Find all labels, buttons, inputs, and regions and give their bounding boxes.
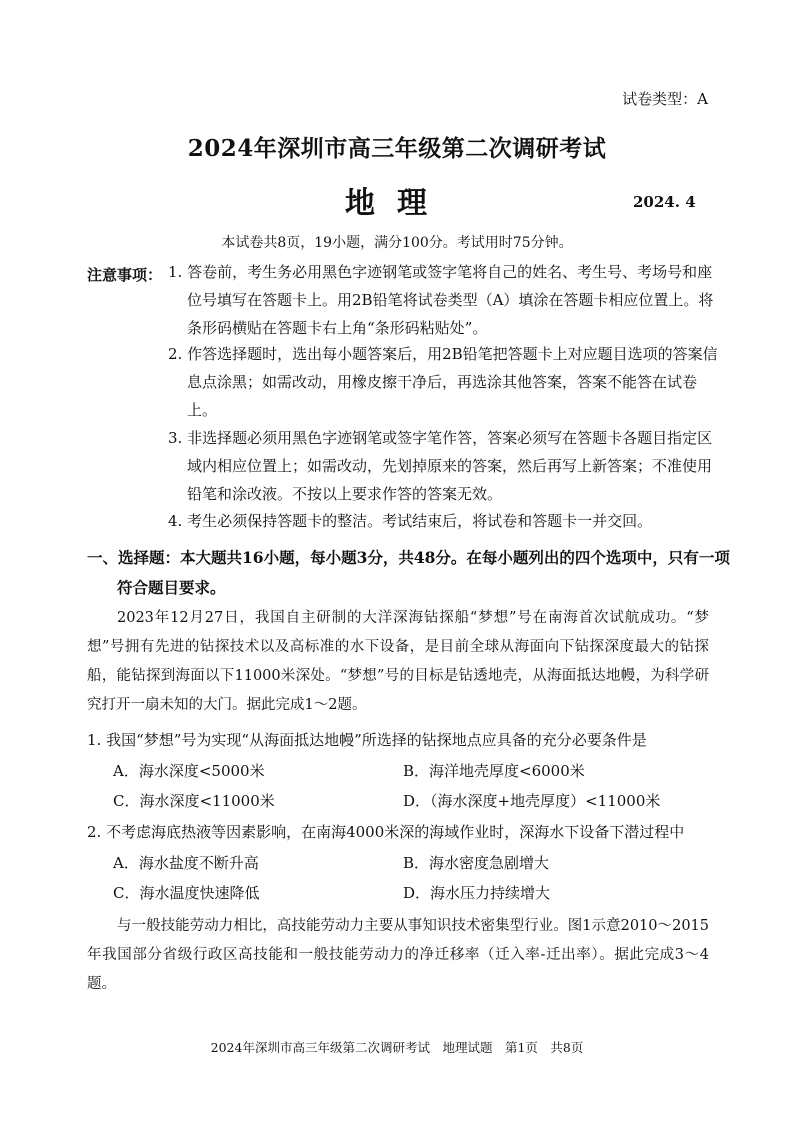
exam-title: 2024年深圳市高三年级第二次调研考试 xyxy=(187,135,607,162)
question-2-stem: 2. 不考虑海底热液等因素影响，在南海4000米深的海域作业时，深海水下设备下潜过程中 xyxy=(87,823,685,841)
notes-label: 注意事项： xyxy=(87,266,163,284)
question-2-option-b[interactable]: B．海水密度急剧增大 xyxy=(403,854,550,872)
note-item: 4. 考生必须保持答题卡的整洁。考试结束后，将试卷和答题卡一并交回。 xyxy=(168,512,653,530)
exam-intro: 本试卷共8页，19小题，满分100分。考试用时75分钟。 xyxy=(221,235,573,251)
note-item: 3. 非选择题必须用黑色字迹钢笔或签字笔作答，答案必须写在答题卡各题目指定区域内相应位置上；如需改动，先划掉原来的答案，然后再写上新答案；不准使用铅笔和涂改液。不按以上要求作答的答案无效。 xyxy=(168,429,713,503)
note-item: 2. 作答选择题时，选出每小题答案后，用2B铅笔把答题卡上对应题目选项的答案信息点涂黑；如需改动，用橡皮擦干净后，再选涂其他答案，答案不能答在试卷上。 xyxy=(168,345,718,419)
exam-date: 2024. 4 xyxy=(633,193,696,211)
subject-title: 地理 xyxy=(345,186,449,221)
passage-1: 2023年12月27日，我国自主研制的大洋深海钻探船“梦想”号在南海首次试航成功。“梦想”号拥有先进的钻探技术以及高标准的水下设备，是目前全球从海面向下钻探深度最大的钻探船，能钻探到海面以下11000米深处。“梦想”号的目标是钻透地壳，从海面抵达地幔，为科学研究打开一扇未知的大门。据此完成1～2题。 xyxy=(87,610,709,713)
question-1-option-c[interactable]: C．海水深度<11000米 xyxy=(113,792,275,810)
question-1-option-d[interactable]: D．（海水深度+地壳厚度）<11000米 xyxy=(403,792,661,810)
paper-type: 试卷类型：A xyxy=(622,90,708,108)
question-1-stem: 1. 我国“梦想”号为实现“从海面抵达地幔”所选择的钻探地点应具备的充分必要条件是 xyxy=(87,731,647,749)
question-1-option-a[interactable]: A．海水深度<5000米 xyxy=(113,762,265,780)
page-footer: 2024年深圳市高三年级第二次调研考试 地理试题 第1页 共8页 xyxy=(210,1040,584,1055)
passage-2: 与一般技能劳动力相比，高技能劳动力主要从事知识技术密集型行业。图1示意2010～2015年我国部分省级行政区高技能和一般技能劳动力的净迁移率（迁入率-迁出率）。据此完成3～4题。 xyxy=(87,918,709,992)
question-2-option-a[interactable]: A．海水盐度不断升高 xyxy=(113,854,259,872)
note-item: 1. 答卷前，考生务必用黑色字迹钢笔或签字笔将自己的姓名、考生号、考场号和座位号填写在答题卡上。用2B铅笔将试卷类型（A）填涂在答题卡相应位置上。将条形码横贴在答题卡右上角“条形码粘贴处”。 xyxy=(168,263,714,337)
question-2-option-c[interactable]: C．海水温度快速降低 xyxy=(113,884,260,902)
question-2-option-d[interactable]: D．海水压力持续增大 xyxy=(403,884,551,902)
question-1-option-b[interactable]: B．海洋地壳厚度<6000米 xyxy=(403,762,585,780)
section-heading: 一、选择题：本大题共16小题，每小题3分，共48分。在每小题列出的四个选项中，只有一项符合题目要求。 xyxy=(87,548,730,597)
